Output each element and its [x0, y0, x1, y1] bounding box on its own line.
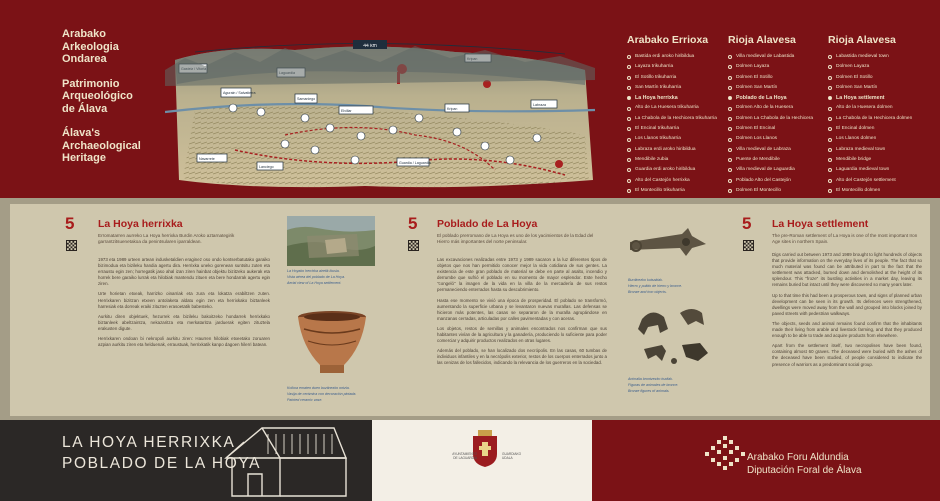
place-item [627, 103, 717, 113]
place-label: El Encinal trikuharria [635, 126, 679, 132]
bullet-icon [828, 86, 832, 90]
qr-code-icon [66, 240, 77, 251]
place-label: Dolmen Layaza [736, 64, 770, 70]
places-items [627, 52, 717, 196]
bullet-icon [728, 168, 732, 172]
place-item [828, 114, 912, 124]
section-title-eu: La Hoya herrixka [98, 218, 183, 230]
place-label: Dolmen San Martín [836, 84, 878, 90]
paragraph: The objects, seeds and animal remains found confirm that the inhabitants made their living from arable and livestock farming, and that they produced enough to be able to trade and acquire products from elsewhere. [772, 320, 922, 339]
place-item [828, 165, 912, 175]
place-item [728, 52, 813, 62]
title-eu: Arabako Arkeologia Ondarea [62, 28, 119, 65]
place-item [828, 52, 912, 62]
bullet-icon [828, 65, 832, 69]
place-item [627, 145, 717, 155]
bullet-icon [728, 55, 732, 59]
bullet-icon [828, 55, 832, 59]
bullet-icon [828, 127, 832, 131]
place-item [627, 114, 717, 124]
bullet-icon [728, 107, 732, 111]
place-item [728, 124, 813, 134]
bullet-icon [627, 107, 631, 111]
map-label: Labraza [533, 103, 546, 107]
bullet-icon [627, 138, 631, 142]
place-label: Bastida erdi aroko hiribildua [635, 54, 695, 59]
bullet-icon [728, 189, 732, 193]
municipality-shield-icon [470, 428, 500, 468]
content-panel [10, 204, 930, 416]
list-title: Arabako Errioxa [627, 34, 709, 46]
section-intro-en: The pre-Roman settlement of La Hoya is one of the most important Iron Age sites in northern Spain. [772, 233, 918, 244]
place-item [828, 134, 912, 144]
place-item [627, 73, 717, 83]
bullet-icon [627, 179, 631, 183]
place-item [627, 165, 717, 175]
place-item [728, 145, 813, 155]
place-label: Alto del Castejón herrixka [635, 177, 690, 183]
aerial-photo [287, 216, 375, 266]
municipality-name-eu: GUARDIAKO UDALA [502, 452, 522, 461]
bullet-icon [627, 158, 631, 162]
map-label: Navarrete [199, 157, 215, 161]
paragraph: Además del poblado, se han localizado dos necrópolis. En las casas, 60 tumbas de individuos infantiles y en la necrópolis exterior, restos de los cuerpos enterrados junto a las cenizas de los fallecidos, indicando la relevancia de los guerreros en la sociedad. [437, 348, 607, 366]
paragraph: Urte horietan etxeak, harrizko oinarriak eta zura eta lokatza erabiltzen zuten. Herrixkaren bizitzan etxeen antolaketa aldatu egin zen eta herrixkako biztanleek harresiak eta dorreak eraiki zituzten erasoetatik babesteko. [98, 291, 270, 309]
place-item [728, 155, 813, 165]
place-label: Dolmen El Montecillo [736, 187, 782, 193]
gov-name-eu: Arabako Foru Aldundia [747, 452, 849, 463]
bullet-icon [728, 179, 732, 183]
place-label: La Hoya settlement [836, 95, 885, 102]
bullet-icon [728, 65, 732, 69]
bullet-icon [828, 96, 832, 100]
bullet-icon [828, 179, 832, 183]
place-label: Alto del Castejón settlement [836, 177, 896, 183]
place-item [828, 186, 912, 196]
place-label: Layaza trikuharria [635, 64, 674, 70]
place-label: Labraza erdi aroko hiribildua [635, 146, 696, 152]
bullet-icon [627, 189, 631, 193]
place-item [627, 134, 717, 144]
place-item [828, 62, 912, 72]
gov-name-es: Diputación Foral de Álava [747, 465, 862, 476]
map-label: Lanciego [259, 165, 274, 169]
section-title-en: La Hoya settlement [772, 218, 869, 230]
paragraph: Los objetos, restos de semillas y animales encontrados nos confirman que sus habitantes vivían de la agricultura y la ganadería, produciendo lo suficiente para poder comerciar y adquirir productos realizados en otras lugares. [437, 325, 607, 344]
place-item [828, 124, 912, 134]
ceramic-vase-photo [288, 307, 376, 383]
place-label: Dolmen El Sotillo [736, 74, 773, 80]
place-item [828, 176, 912, 186]
photo-caption-1: La Hoyako herrixka airetik ikusia. Vista aérea del poblado de La Hoya. Aerial view of La Hoya settlement. [287, 269, 346, 285]
place-item [627, 155, 717, 165]
place-item [728, 165, 813, 175]
place-label: Los Llanos dolmen [836, 136, 877, 142]
place-item [728, 103, 813, 113]
bullet-icon [728, 76, 732, 80]
place-item [627, 124, 717, 134]
place-item [828, 155, 912, 165]
paragraph: Herrixkaren ondoan bi nekropoli aurkitu ziren: Haurren hilobiak etxeetako zoruaren azpian aurkitu ziren eta helduenak, erraustuak, herrixkatik kanpo dagoen hilerri batean. [98, 336, 270, 348]
place-label: Mendibile zubia [635, 156, 669, 162]
place-label: El Montecillo trikuharria [635, 187, 685, 193]
bullet-icon [828, 76, 832, 80]
place-label: Los Llanos trikuharria [635, 136, 681, 142]
qr-code-icon [743, 240, 754, 251]
places-list-es [728, 34, 813, 196]
title-en: Álava's Archaeological Heritage [62, 127, 141, 164]
place-item [728, 114, 813, 124]
place-label: Alto de La Huesera trikuharria [635, 105, 699, 111]
section-body-es [437, 257, 607, 371]
bullet-icon [728, 158, 732, 162]
bullet-icon [627, 76, 631, 80]
section-body-eu [98, 257, 270, 352]
bullet-icon [728, 86, 732, 90]
map-distance: 44 km [363, 43, 377, 49]
diputacion-logo-icon [705, 436, 745, 470]
section-body-en [772, 252, 922, 372]
place-item [728, 134, 813, 144]
bullet-icon [828, 117, 832, 121]
qr-code-icon [408, 240, 419, 251]
hut-illustration-icon [222, 424, 350, 498]
place-item [627, 83, 717, 93]
place-label: Poblado de La Hoya [736, 95, 787, 102]
place-item [627, 62, 717, 72]
places-items [828, 52, 912, 196]
place-label: Villa medieval de Labraza [736, 146, 791, 152]
place-item [728, 93, 813, 103]
place-label: El Montecillo dolmen [836, 187, 881, 193]
photo-caption-3: Burdinezko kutsakiak. Hierro y pulido de hierro y bronce. Bronze and iron objects. [628, 278, 683, 294]
place-item [728, 83, 813, 93]
place-item [828, 145, 912, 155]
place-label: Dolmen Layaza [836, 64, 870, 70]
place-label: San Martín trikuharria [635, 84, 682, 90]
list-title: Rioja Alavesa [828, 34, 896, 46]
photo-caption-4: Animalia brontzezko irudiak. Figuras de animales de bronce. Bronze figures of animals. [628, 377, 679, 393]
heritage-title [62, 28, 162, 177]
place-label: Dolmen Los Llanos [736, 136, 778, 142]
place-item [728, 176, 813, 186]
place-item [627, 52, 717, 62]
place-item [627, 186, 717, 196]
place-label: Mendibile bridge [836, 156, 872, 162]
place-label: La Chabola de la Hechicera dolmen [836, 115, 913, 121]
place-label: Dolmen Alto de la Huesera [736, 105, 794, 111]
section-intro-es: El poblado prerromano de La Hoya es uno de los yacimientos de la Edad del Hierro más importantes del norte peninsular. [437, 233, 594, 244]
paragraph: Hasta ese momento se vivió una época de prosperidad. El poblado se transformó, aumentando la superficie urbana y se levantaron nuevas murallas. Las defensas se hicieron más potentes, las casas se separaron de la muralla agrupándose en manzanas cerradas, articuladas por calles pavimentadas y con aceras. [437, 297, 607, 321]
place-label: Dolmen La Chabola de la Hechicera [736, 115, 814, 121]
place-label: Villa medieval de Laguardia [736, 167, 795, 173]
places-list-eu [627, 34, 717, 196]
bullet-icon [627, 86, 631, 90]
places-list-en [828, 34, 912, 196]
place-label: Laguardia medieval town [836, 167, 890, 173]
list-title: Rioja Alavesa [728, 34, 796, 46]
stop-number: 5 [408, 214, 418, 233]
place-item [828, 73, 912, 83]
stop-number: 5 [65, 214, 75, 233]
header-band [0, 0, 940, 198]
place-label: La Hoya herrixka [635, 95, 678, 102]
paragraph: Las excavaciones realizadas entre 1973 y 1989 sacaron a la luz diferentes tipos de objetos que nos han permitido conocer mejor la vida cotidiana de sus gentes. La existencia de este gran poblado de material se debe en parte al asalto, incendio y derrumbe que sufrió el poblado en su momento de mayor esplendor. Este hecho "congeló" la imagen de la vida en la villa de la mercadería de sus restos permaneciendo enterrados hasta su descubrimiento. [437, 257, 607, 293]
place-item [828, 83, 912, 93]
bronze-tool-photo [622, 214, 712, 274]
stop-number: 5 [742, 214, 752, 233]
bullet-icon [728, 138, 732, 142]
bullet-icon [627, 55, 631, 59]
place-label: El Sotillo trikuharria [635, 74, 677, 80]
place-label: Puente de Mendibile [736, 156, 780, 162]
section-intro-eu: Erromatarren aurreko La Hoya herrixka Burdin Aroko aztarnategirik garrantzitsuenetakoa da penintsularen iparraldean. [98, 233, 235, 244]
place-label: El Encinal dolmen [836, 126, 875, 132]
map-label: Elvillar [341, 109, 352, 113]
bronze-animals-photo [622, 299, 717, 374]
place-item [627, 176, 717, 186]
paragraph: 1973 eta 1989 urteen artean indusketaldien eraginez oso ondo kontserbatutako garaiko bizimodua eta bizileku handia agertu dira. Herrixka uneko gorenean suntsitu zuten eta erraustu egin zen; horregatik jaso ahal izan ziren hainbat objektu bizitzeko aukerak eta horrek bere garaiko lurrak eta hilobiak mantendu zituen eta bere hondarrak agertu egin ziren. [98, 257, 270, 287]
photo-caption-2: Kolkoa ematen duen buztinezko ontzia. Vasija de cerámica con decoración pintada. Painted ceramic vase. [287, 386, 357, 402]
bullet-icon [728, 96, 732, 100]
place-label: Dolmen El Sotillo [836, 74, 873, 80]
bullet-icon [728, 148, 732, 152]
place-item [728, 186, 813, 196]
bullet-icon [828, 148, 832, 152]
place-item [728, 62, 813, 72]
paragraph: Up to that time this had been a prosperous town, and signs of planned urban development can be seen in its growth. Its defences were strengthened, dwellings were moved away from the wall and grouped into blocks joined by paved streets with pedestrian walkways. [772, 292, 922, 316]
paragraph: Apart from the settlement itself, two necropolises have been found, containing almost 60 graves. The deceased were buried with the ashes of the deceased have been studied, of people considered to indicate the presence of warriors as a predominant social group. [772, 343, 922, 367]
paragraph: Digs carried out between 1973 and 1989 brought to light hundreds of objects that provide information on the everyday lives of its people. The fact that so much material was found can be attributed in part to the fact that the settlement was attacked, burned down and demolished at the height of its splendour. This "froze" its bustling activities in a market day, leaving its remains buried but intact until they were discovered so many years later. [772, 252, 922, 288]
map-label: Agurain / Salvatierra [223, 91, 256, 95]
map-label: Kripan [447, 107, 458, 111]
place-label: Labastida medieval town [836, 54, 889, 59]
place-item [627, 93, 717, 103]
bullet-icon [728, 127, 732, 131]
bullet-icon [828, 138, 832, 142]
bullet-icon [627, 96, 631, 100]
bullet-icon [627, 168, 631, 172]
place-label: Alto de la Huesera dolmen [836, 105, 893, 111]
municipality-name-es: AYUNTAMIENTO DE LAGUARDIA [452, 452, 477, 461]
title-es: Patrimonio Arqueológico de Álava [62, 77, 133, 115]
place-label: Dolmen El Encinal [736, 126, 776, 132]
bullet-icon [828, 158, 832, 162]
footer-title-es: POBLADO DE LA HOYA [62, 455, 262, 472]
footer-title-eu: LA HOYA HERRIXKA [62, 434, 236, 451]
bullet-icon [828, 107, 832, 111]
place-item [828, 103, 912, 113]
place-label: Labraza medieval town [836, 146, 886, 152]
map-label: Guardia / Laguardia [399, 161, 431, 165]
place-item [828, 93, 912, 103]
route-map [165, 40, 595, 192]
bullet-icon [728, 117, 732, 121]
place-label: Poblado Alto del Castejón [736, 177, 791, 183]
bullet-icon [828, 189, 832, 193]
bullet-icon [627, 117, 631, 121]
content-band [0, 198, 940, 420]
place-label: Dolmen San Martín [736, 84, 778, 90]
place-label: Villa medieval de Labastida [736, 54, 795, 59]
place-label: La Chabola de la Hechicera trikuharria [635, 115, 717, 121]
paragraph: Aurkitu diren objektuek, hezurrek eta bizileku bakoitzeko hondarrek herrixkako biztanleek abeltzaintza, nekazaritza eta merkataritza jarduerak egiten zituztela erakusten digute. [98, 313, 270, 331]
map-label: Samaniego [297, 97, 316, 101]
places-items [728, 52, 813, 196]
place-item [728, 73, 813, 83]
bullet-icon [627, 127, 631, 131]
bullet-icon [828, 168, 832, 172]
section-title-es: Poblado de La Hoya [437, 218, 538, 230]
bullet-icon [627, 148, 631, 152]
place-label: Guardia erdi aroko hiribildua [635, 167, 696, 173]
bullet-icon [627, 65, 631, 69]
